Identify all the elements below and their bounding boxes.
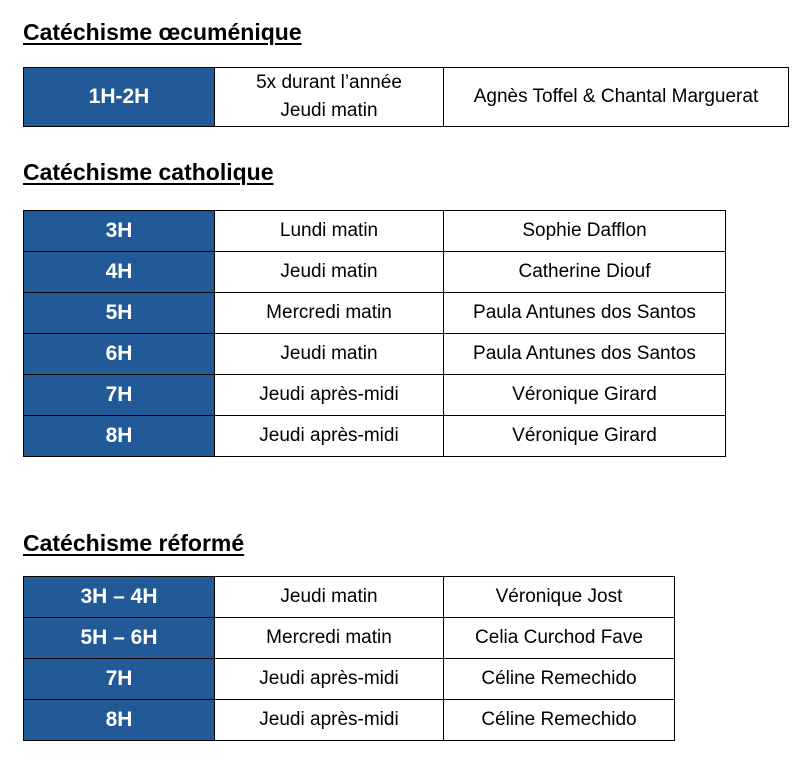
grade-cell: 6H [24, 334, 215, 375]
section-title-reforme: Catéchisme réformé [23, 530, 245, 556]
table-row [24, 659, 675, 700]
teacher-cell: Véronique Girard [444, 375, 726, 416]
table-row [24, 211, 726, 252]
grade-cell: 4H [24, 252, 215, 293]
table-row [24, 577, 675, 618]
teacher-cell: Paula Antunes dos Santos [444, 334, 726, 375]
schedule-line: 5x durant l’année [256, 72, 402, 93]
grade-cell: 3H – 4H [24, 577, 215, 618]
schedule-line: Jeudi matin [280, 100, 378, 121]
schedule-cell: Mercredi matin [215, 293, 444, 334]
teacher-cell: Véronique Girard [444, 416, 726, 457]
table-oecumenique [23, 67, 789, 127]
grade-cell: 5H [24, 293, 215, 334]
table-row [24, 618, 675, 659]
grade-cell: 8H [24, 700, 215, 741]
table-row [24, 334, 726, 375]
grade-cell: 7H [24, 375, 215, 416]
schedule-cell: Jeudi après-midi [215, 375, 444, 416]
teacher-cell: Céline Remechido [444, 659, 675, 700]
section-title-catholique: Catéchisme catholique [23, 159, 274, 185]
grade-cell: 7H [24, 659, 215, 700]
grade-cell: 1H-2H [24, 68, 215, 127]
schedule-cell: Jeudi après-midi [215, 659, 444, 700]
table-row [24, 416, 726, 457]
teacher-cell: Céline Remechido [444, 700, 675, 741]
teacher-cell: Sophie Dafflon [444, 211, 726, 252]
teacher-cell: Véronique Jost [444, 577, 675, 618]
table-reforme [23, 576, 675, 741]
table-row [24, 68, 789, 127]
teacher-cell: Agnès Toffel & Chantal Marguerat [444, 68, 789, 127]
teacher-cell: Catherine Diouf [444, 252, 726, 293]
teacher-cell: Paula Antunes dos Santos [444, 293, 726, 334]
table-row [24, 252, 726, 293]
table-row [24, 375, 726, 416]
table-row [24, 700, 675, 741]
schedule-cell: Jeudi après-midi [215, 700, 444, 741]
grade-cell: 5H – 6H [24, 618, 215, 659]
grade-cell: 3H [24, 211, 215, 252]
schedule-cell: Jeudi matin [215, 334, 444, 375]
schedule-cell: Jeudi matin [215, 577, 444, 618]
table-row [24, 293, 726, 334]
schedule-cell [215, 68, 444, 127]
schedule-cell: Jeudi matin [215, 252, 444, 293]
teacher-cell: Celia Curchod Fave [444, 618, 675, 659]
schedule-cell: Lundi matin [215, 211, 444, 252]
section-title-oecumenique: Catéchisme œcuménique [23, 19, 302, 45]
schedule-cell: Jeudi après-midi [215, 416, 444, 457]
table-catholique [23, 210, 726, 457]
grade-cell: 8H [24, 416, 215, 457]
schedule-cell: Mercredi matin [215, 618, 444, 659]
